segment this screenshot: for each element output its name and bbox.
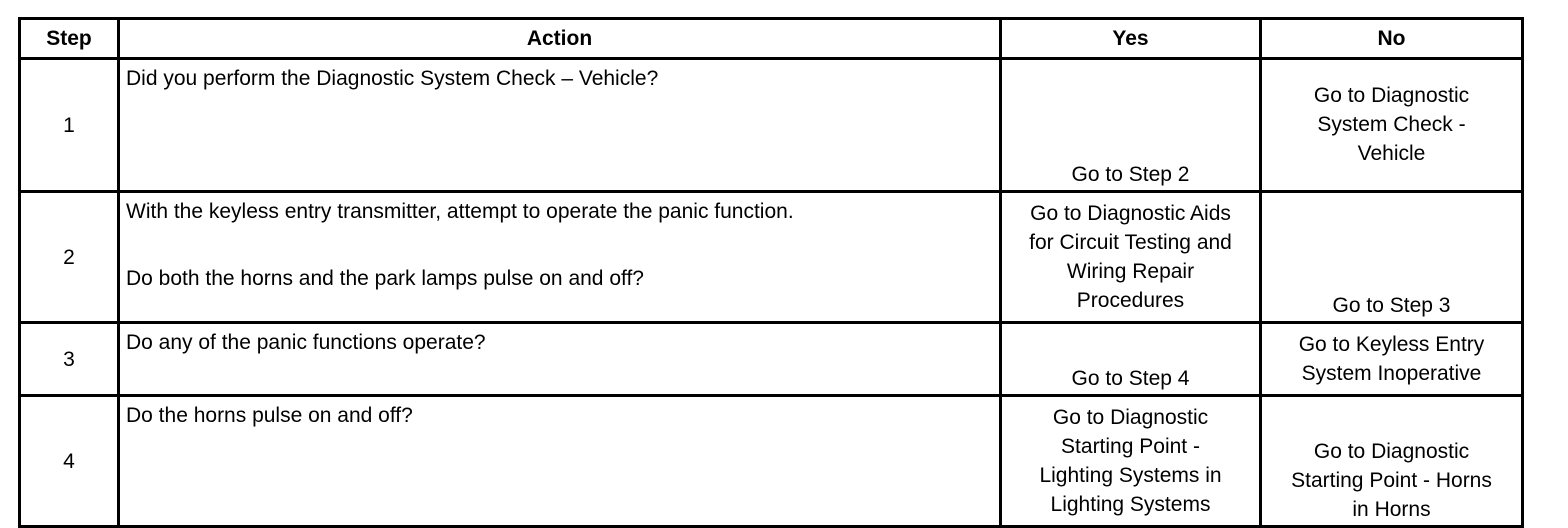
yes-text: Go to Diagnostic Aids bbox=[1030, 201, 1231, 225]
yes-text: Go to Diagnostic bbox=[1052, 405, 1209, 429]
yes-text: Go to Step 4 bbox=[1071, 367, 1190, 390]
no-text: in Horns bbox=[1352, 498, 1431, 521]
table-row bbox=[20, 396, 1523, 527]
step-number: 3 bbox=[20, 323, 119, 396]
table-header-row bbox=[20, 19, 1523, 59]
action-text: Do both the horns and the park lamps pulse on and off? bbox=[126, 267, 644, 290]
yes-text: Starting Point - bbox=[1061, 434, 1200, 458]
yes-text: Wiring Repair bbox=[1066, 259, 1195, 283]
yes-cell bbox=[1001, 192, 1261, 323]
no-cell bbox=[1261, 59, 1523, 192]
step-number: 1 bbox=[20, 59, 119, 192]
no-text: System Check - bbox=[1317, 113, 1466, 136]
no-cell bbox=[1261, 192, 1523, 323]
action-text: Do any of the panic functions operate? bbox=[126, 331, 486, 354]
action-cell bbox=[119, 192, 1001, 323]
no-cell bbox=[1261, 323, 1523, 396]
no-text: Go to Diagnostic bbox=[1313, 84, 1470, 107]
no-text: Starting Point - Horns bbox=[1291, 469, 1492, 492]
yes-text: Lighting Systems in bbox=[1039, 463, 1222, 487]
no-cell bbox=[1261, 396, 1523, 527]
no-text: Go to Diagnostic bbox=[1313, 440, 1470, 463]
header-action: Action bbox=[119, 19, 1001, 59]
yes-text: Lighting Systems bbox=[1050, 492, 1211, 516]
header-step: Step bbox=[20, 19, 119, 59]
action-text: Do the horns pulse on and off? bbox=[126, 404, 413, 427]
step-number: 4 bbox=[20, 396, 119, 527]
no-text: Vehicle bbox=[1357, 142, 1426, 165]
step-number: 2 bbox=[20, 192, 119, 323]
action-text: Did you perform the Diagnostic System Check – Vehicle? bbox=[126, 67, 659, 90]
no-text: Go to Step 3 bbox=[1332, 294, 1451, 317]
header-no: No bbox=[1261, 19, 1523, 59]
paragraph-gap bbox=[126, 226, 994, 264]
no-text: System Inoperative bbox=[1301, 361, 1482, 385]
table-row bbox=[20, 323, 1523, 396]
table-row bbox=[20, 192, 1523, 323]
action-cell bbox=[119, 396, 1001, 527]
yes-text: for Circuit Testing and bbox=[1029, 230, 1232, 254]
diagnostic-table bbox=[18, 17, 1524, 528]
yes-cell bbox=[1001, 396, 1261, 527]
no-text: Go to Keyless Entry bbox=[1298, 332, 1485, 356]
yes-text: Procedures bbox=[1076, 288, 1185, 312]
yes-cell bbox=[1001, 59, 1261, 192]
action-cell bbox=[119, 59, 1001, 192]
yes-text: Go to Step 2 bbox=[1071, 163, 1190, 186]
action-cell bbox=[119, 323, 1001, 396]
action-text: With the keyless entry transmitter, attempt to operate the panic function. bbox=[126, 200, 794, 223]
header-yes: Yes bbox=[1001, 19, 1261, 59]
yes-cell bbox=[1001, 323, 1261, 396]
table-row bbox=[20, 59, 1523, 192]
